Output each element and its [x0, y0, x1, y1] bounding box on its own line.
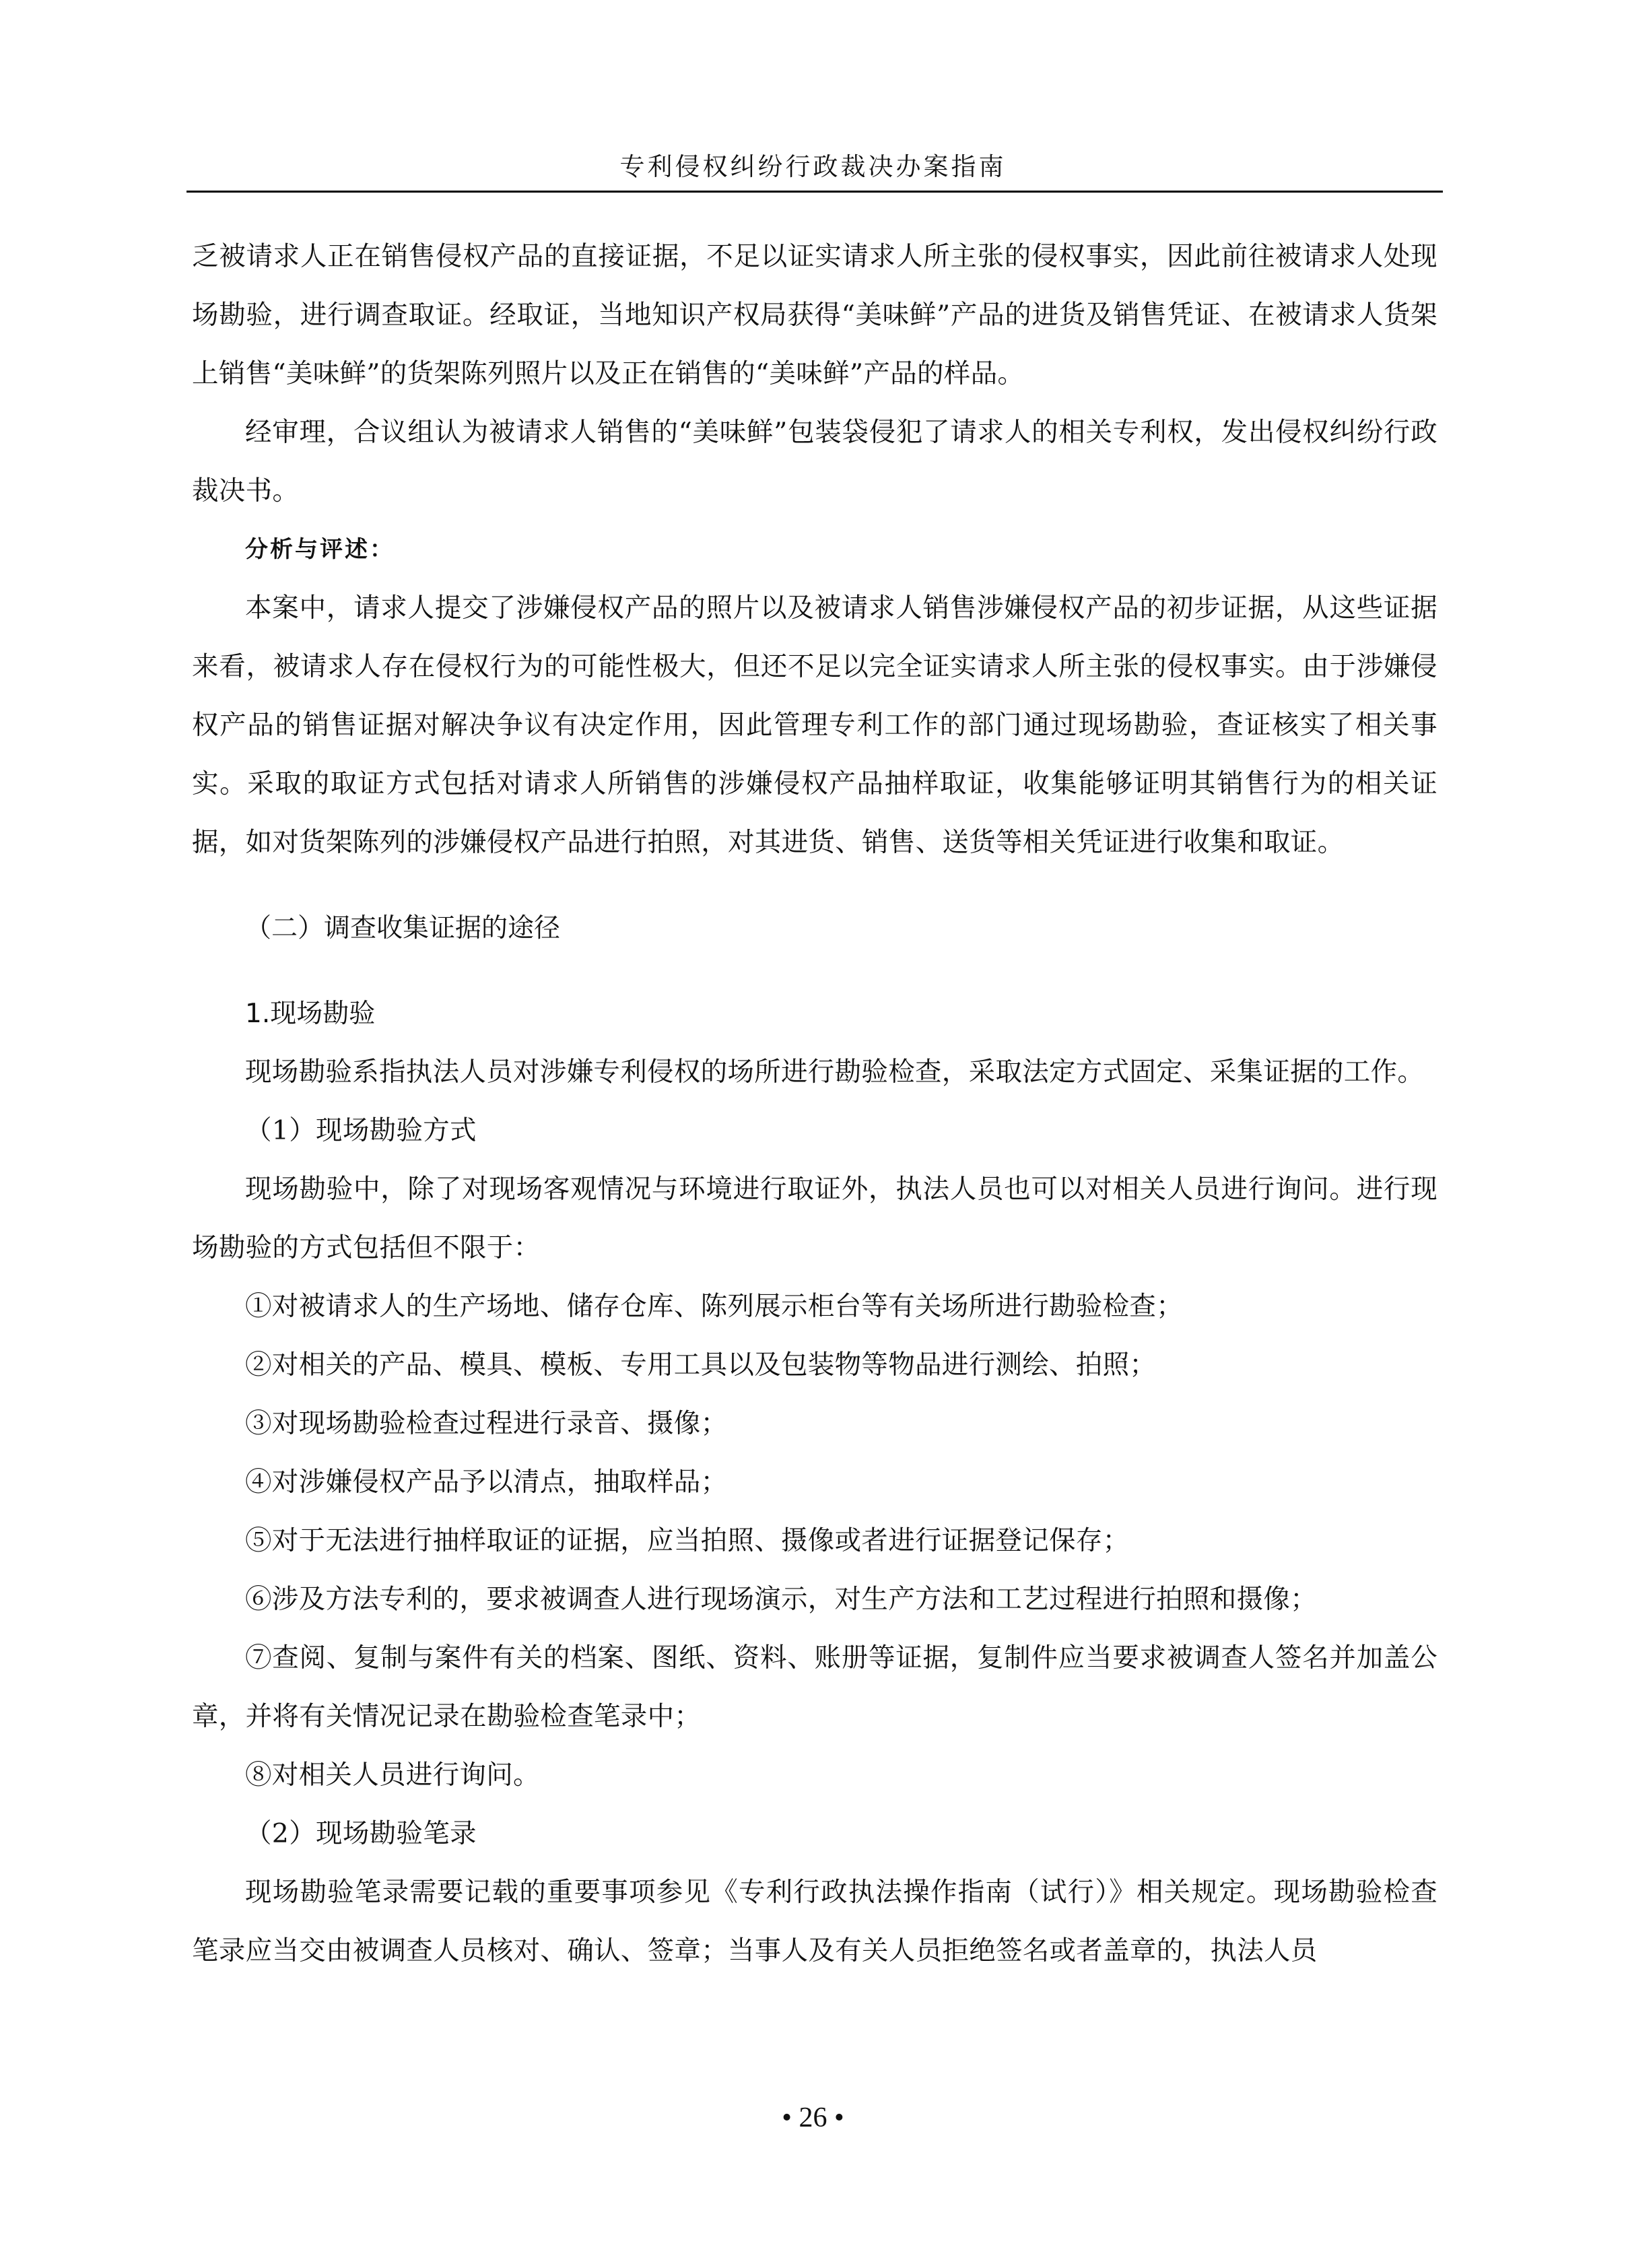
analysis-label: 分析与评述： — [245, 536, 395, 563]
list-item: ⑧对相关人员进行询问。 — [245, 1760, 540, 1791]
paragraph-record: 现场勘验笔录需要记载的重要事项参见《专利行政执法操作指南（试行）》相关规定。现场勘验检查笔录应当交由被调查人员核对、确认、签章；当事人及有关人员拒绝签名或者盖章的，执法人员 — [192, 1877, 1437, 1966]
page-number: • 26 • — [782, 2102, 844, 2133]
paragraph-definition: 现场勘验系指执法人员对涉嫌专利侵权的场所进行勘验检查，采取法定方式固定、采集证据的工作。 — [245, 1057, 1425, 1088]
section-heading: （二）调查收集证据的途径 — [245, 913, 561, 943]
list-item: ⑦查阅、复制与案件有关的档案、图纸、资料、账册等证据，复制件应当要求被调查人签名并加盖公章，并将有关情况记录在勘验检查笔录中； — [192, 1642, 1437, 1732]
list-item: ①对被请求人的生产场地、储存仓库、陈列展示柜台等有关场所进行勘验检查； — [245, 1291, 1183, 1322]
list-item: ②对相关的产品、模具、模板、专用工具以及包装物等物品进行测绘、拍照； — [245, 1349, 1157, 1380]
item-heading-methods: （1）现场勘验方式 — [245, 1115, 477, 1146]
paragraph-case-continuation: 乏被请求人正在销售侵权产品的直接证据，不足以证实请求人所主张的侵权事实，因此前往被请求人处现场勘验，进行调查取证。经取证，当地知识产权局获得“美味鲜”产品的进货及销售凭证、在被请求人货架上销售“美味鲜”的货架陈列照片以及正在销售的“美味鲜”产品的样品。 — [192, 241, 1437, 389]
paragraph-methods-intro: 现场勘验中，除了对现场客观情况与环境进行取证外，执法人员也可以对相关人员进行询问。进行现场勘验的方式包括但不限于： — [192, 1174, 1437, 1263]
list-item: ④对涉嫌侵权产品予以清点，抽取样品； — [245, 1467, 728, 1498]
header-rule — [187, 191, 1443, 193]
list-item: ⑤对于无法进行抽样取证的证据，应当拍照、摄像或者进行证据登记保存； — [245, 1525, 1130, 1556]
list-item: ③对现场勘验检查过程进行录音、摄像； — [245, 1408, 728, 1439]
paragraph-analysis: 本案中，请求人提交了涉嫌侵权产品的照片以及被请求人销售涉嫌侵权产品的初步证据，从这些证据来看，被请求人存在侵权行为的可能性极大，但还不足以完全证实请求人所主张的侵权事实。由于涉嫌侵权产品的销售证据对解决争议有决定作用，因此管理专利工作的部门通过现场勘验，查证核实了相关事实。采取的取证方式包括对请求人所销售的涉嫌侵权产品抽样取证，收集能够证明其销售行为的相关证据，如对货架陈列的涉嫌侵权产品进行拍照，对其进货、销售、送货等相关凭证进行收集和取证。 — [192, 593, 1437, 858]
item-heading-record: （2）现场勘验笔录 — [245, 1818, 477, 1849]
page-body — [192, 228, 1437, 1980]
subsection-heading: 1.现场勘验 — [245, 999, 376, 1029]
paragraph-case-ruling: 经审理，合议组认为被请求人销售的“美味鲜”包装袋侵犯了请求人的相关专利权，发出侵权纠纷行政裁决书。 — [192, 417, 1437, 506]
list-item: ⑥涉及方法专利的，要求被调查人进行现场演示，对生产方法和工艺过程进行拍照和摄像； — [245, 1584, 1317, 1615]
running-header-title: 专利侵权纠纷行政裁决办案指南 — [619, 152, 1007, 181]
